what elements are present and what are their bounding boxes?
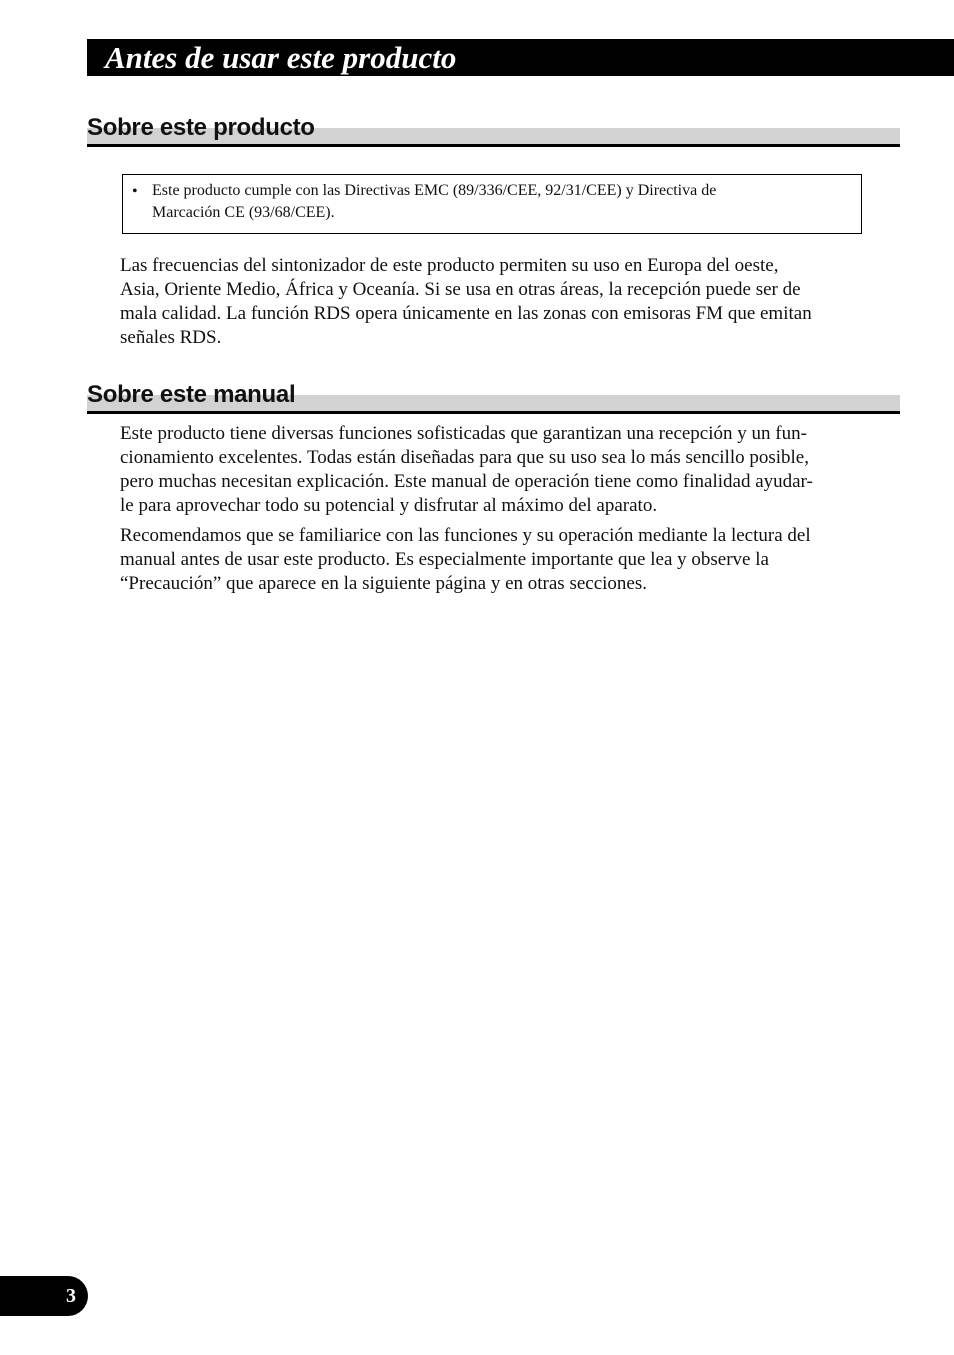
heading-rule bbox=[87, 411, 900, 414]
page-title: Antes de usar este producto bbox=[105, 40, 457, 75]
section-heading-manual bbox=[87, 381, 900, 417]
paragraph-line: Este producto tiene diversas funciones sofisticadas que garantizan una recepción y un fun- bbox=[120, 423, 807, 444]
paragraph-line: le para aprovechar todo su potencial y disfrutar al máximo del aparato. bbox=[120, 495, 658, 516]
paragraph-line: Las frecuencias del sintonizador de este producto permiten su uso en Europa del oeste, bbox=[120, 255, 779, 276]
paragraph-line: señales RDS. bbox=[120, 327, 222, 348]
heading-rule bbox=[87, 144, 900, 147]
page-number-tab bbox=[0, 1276, 88, 1316]
section-heading-product bbox=[87, 114, 900, 150]
paragraph-line: “Precaución” que aparece en la siguiente página y en otras secciones. bbox=[120, 573, 647, 594]
notice-line: Este producto cumple con las Directivas EMC (89/336/CEE, 92/31/CEE) y Directiva de bbox=[152, 182, 717, 199]
paragraph-line: Recomendamos que se familiarice con las funciones y su operación mediante la lectura del bbox=[120, 525, 811, 546]
compliance-notice-text bbox=[152, 180, 842, 224]
paragraph-line: Asia, Oriente Medio, África y Oceanía. Si se usa en otras áreas, la recepción puede ser de bbox=[120, 279, 801, 300]
paragraph-line: mala calidad. La función RDS opera únicamente en las zonas con emisoras FM que emitan bbox=[120, 303, 812, 324]
bullet-glyph: • bbox=[132, 183, 138, 200]
paragraph-recommendation bbox=[120, 524, 872, 596]
notice-line: Marcación CE (93/68/CEE). bbox=[152, 204, 335, 221]
page-title-bar bbox=[87, 39, 954, 76]
section-title-manual: Sobre este manual bbox=[87, 381, 296, 408]
paragraph-line: pero muchas necesitan explicación. Este manual de operación tiene como finalidad ayudar- bbox=[120, 471, 813, 492]
paragraph-line: manual antes de usar este producto. Es especialmente importante que lea y observe la bbox=[120, 549, 769, 570]
page-number: 3 bbox=[66, 1285, 76, 1307]
paragraph-functions bbox=[120, 422, 872, 518]
paragraph-frequencies bbox=[120, 254, 872, 350]
paragraph-line: cionamiento excelentes. Todas están diseñadas para que su uso sea lo más sencillo posible, bbox=[120, 447, 809, 468]
compliance-notice-box bbox=[122, 174, 862, 234]
section-title-product: Sobre este producto bbox=[87, 114, 315, 141]
